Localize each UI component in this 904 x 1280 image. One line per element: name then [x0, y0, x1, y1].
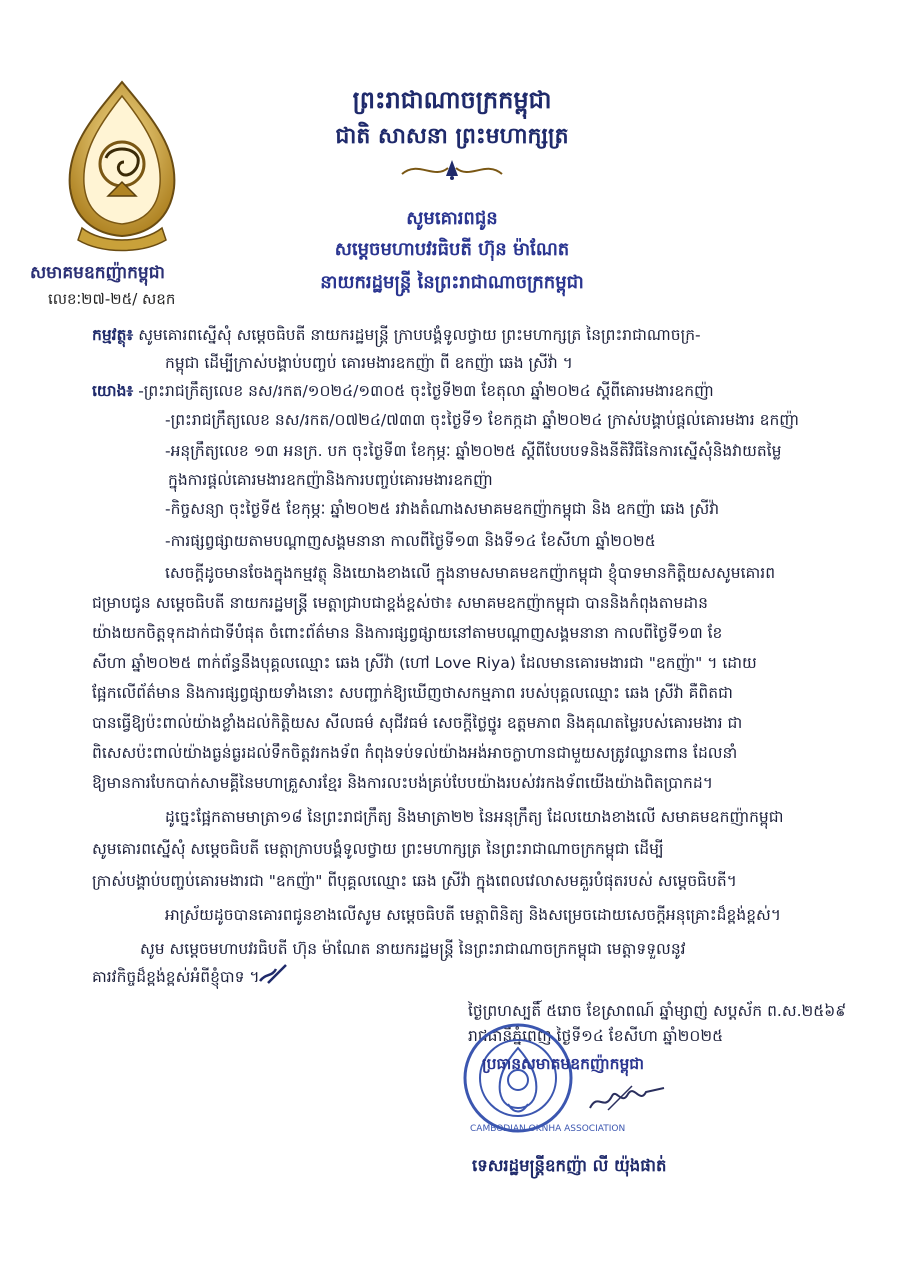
reference-item: -ការផ្សព្វផ្សាយតាមបណ្តាញសង្គមនានា កាលពីថ្ងៃទី១៣ និងទី១៤ ខែសីហា ឆ្នាំ២០២៥: [165, 532, 656, 550]
addressee-title: នាយករដ្ឋមន្ត្រី នៃព្រះរាជាណាចក្រកម្ពុជា: [320, 272, 584, 293]
body-line: ឱ្យមានការបែកបាក់សាមគ្គីនៃមហាគ្រួសារខ្មែរ និងការលះបង់គ្រប់បែបយ៉ាងរបស់វរកងទ័ពយើងយ៉ាងពិតប្រាកដ។: [92, 774, 713, 792]
signatory-title: ប្រធានសមាគមឧកញ៉ាកម្ពុជា: [482, 1055, 645, 1073]
national-motto: ជាតិ សាសនា ព្រះមហាក្សត្រ: [335, 124, 569, 149]
salutation: សូមគោរពជូន: [406, 208, 498, 229]
body-line: ពិសេសប៉ះពាល់យ៉ាងធ្ងន់ធ្ងរដល់ទឹកចិត្តវរកងទ័ព កំពុងទប់ទល់យ៉ាងអង់អាចក្លាហានជាមួយសត្រូវឈ្លានពាន ដែលនាំ: [92, 744, 738, 762]
seal-text: CAMBODIAN OKNHA ASSOCIATION: [470, 1124, 626, 1134]
lunar-date: ថ្ងៃព្រហស្បតិ៍ ៥រោច ខែស្រាពណ៍ ឆ្នាំម្សាញ់ សប្តស័ក ព.ស.២៥៦៩: [468, 1002, 847, 1020]
body-line: ផ្អែកលើព័ត៌មាន និងការផ្សព្វផ្សាយទាំងនោះ សបញ្ជាក់ឱ្យឃើញថាសកម្មភាព របស់បុគ្គលឈ្មោះ ឆេង ស្រីវ៉ា គឺពិតជា: [92, 684, 733, 702]
subject-label: កម្មវត្ថុ៖: [92, 326, 134, 344]
body-line: បានធ្វើឱ្យប៉ះពាល់យ៉ាងខ្លាំងដល់កិត្តិយស សីលធម៌ សុជីវធម៌ សេចក្តីថ្លៃថ្នូរ ឧត្តមភាព និងគុណតម្លៃរបស់គោរមងារ ជា: [92, 714, 743, 732]
body-line: ដូច្នេះផ្អែកតាមមាត្រា១៨ នៃព្រះរាជក្រឹត្យ និងមាត្រា២២ នៃអនុក្រឹត្យ ដែលយោងខាងលើ សមាគមឧកញ៉ាកម្ពុជា: [165, 808, 784, 826]
body-line: ជម្រាបជូន សម្តេចធិបតី នាយករដ្ឋមន្ត្រី មេត្តាជ្រាបជាខ្ពង់ខ្ពស់ថា៖ សមាគមឧកញ៉ាកម្ពុជា បាននិងកំពុងតាមដាន: [92, 594, 708, 612]
ornament-divider-icon: [398, 156, 506, 182]
handwritten-signature: [588, 1082, 666, 1114]
subject-line-1: [92, 324, 701, 346]
official-seal-stamp: [462, 1022, 574, 1134]
reference-item: ក្នុងការផ្តល់គោរមងារឧកញ៉ានិងការបញ្ចប់គោរមងារឧកញ៉ា: [168, 471, 493, 489]
signatory-name: ទេសរដ្ឋមន្ត្រីឧកញ៉ា លី យ៉ុងផាត់: [472, 1156, 667, 1175]
solar-date: រាជធានីភ្នំពេញ ថ្ងៃទី១៤ ខែសីហា ឆ្នាំ២០២៥: [468, 1027, 724, 1045]
subject-text-2: កម្ពុជា ដើម្បីក្រាស់បង្គាប់បញ្ចប់ គោរមងារឧកញ៉ា ពី ឧកញ៉ា ឆេង ស្រីវ៉ា ។: [165, 354, 573, 372]
body-line: សេចក្តីដូចមានចែងក្នុងកម្មវត្ថុ និងយោងខាងលើ ក្នុងនាមសមាគមឧកញ៉ាកម្ពុជា ខ្ញុំបាទមានកិត្តិយសសូមគោរព: [165, 564, 776, 582]
reference-item: -កិច្ចសន្យា ចុះថ្ងៃទី៥ ខែកុម្ភៈ ឆ្នាំ២០២៥ រវាងតំណាងសមាគមឧកញ៉ាកម្ពុជា និង ឧកញ៉ា ឆេង ស្រីវ៉ា: [165, 500, 720, 518]
body-line: អាស្រ័យដូចបានគោរពជូនខាងលើសូម សម្តេចធិបតី មេត្តាពិនិត្យ និងសម្រេចដោយសេចក្តីអនុគ្រោះដ៏ខ្ពង់ខ្ពស់។: [165, 906, 782, 924]
reference-item: -អនុក្រឹត្យលេខ ១៣ អនក្រ. បក ចុះថ្ងៃទី៣ ខែកុម្ភៈ ឆ្នាំ២០២៥ ស្តីពីបែបបទនិងនីតិវិធីនៃការស្នើសុំនិងវាយតម្លៃ: [165, 442, 782, 460]
reference-text: -ព្រះរាជក្រឹត្យលេខ នស/រកត/១០២៤/១៣០៥ ចុះថ្ងៃទី២៣ ខែតុលា ឆ្នាំ២០២៤ ស្តីពីគោរមងារឧកញ៉ា: [138, 382, 714, 400]
body-line: យ៉ាងយកចិត្តទុកដាក់ជាទីបំផុត ចំពោះព័ត៌មាន និងការផ្សព្វផ្សាយនៅតាមបណ្តាញសង្គមនានា កាលពីថ្ងៃទី១៣ ខែ: [92, 624, 723, 642]
association-name: សមាគមឧកញ៉ាកម្ពុជា: [30, 263, 165, 283]
kingdom-title: ព្រះរាជាណាចក្រកម្ពុជា: [352, 86, 552, 114]
body-line: សីហា ឆ្នាំ២០២៥ ពាក់ព័ន្ធនឹងបុគ្គលឈ្មោះ ឆេង ស្រីវ៉ា (ហៅ Love Riya) ដែលមានគោរមងារជា "ឧកញ៉ា" ។ ដោយ: [92, 654, 757, 672]
closing-line: គារវកិច្ចដ៏ខ្ពង់ខ្ពស់អំពីខ្ញុំបាទ ។: [92, 968, 260, 986]
body-line: សូមគោរពស្នើសុំ សម្តេចធិបតី មេត្តាក្រាបបង្គំទូលថ្វាយ ព្រះមហាក្សត្រ នៃព្រះរាជាណាចក្រកម្ពុជា ដើម្បី: [92, 840, 664, 858]
reference-item: -ព្រះរាជក្រឹត្យលេខ នស/រកត/០៧២៤/៧៣៣ ចុះថ្ងៃទី១ ខែកក្កដា ឆ្នាំ២០២៤ ក្រាស់បង្គាប់ផ្តល់គោរមងារ ឧកញ៉ា: [165, 411, 799, 429]
body-line: ក្រាស់បង្គាប់បញ្ចប់គោរមងារជា "ឧកញ៉ា" ពីបុគ្គលឈ្មោះ ឆេង ស្រីវ៉ា ក្នុងពេលវេលាសមគួរបំផុតរបស់ សម្តេចធិបតី។: [92, 872, 737, 890]
pen-mark-icon: [258, 963, 288, 985]
subject-text-1: សូមគោរពស្នើសុំ សម្តេចធិបតី នាយករដ្ឋមន្ត្រី ក្រាបបង្គំទូលថ្វាយ ព្រះមហាក្សត្រ នៃព្រះរាជាណាចក្រ-: [138, 326, 701, 344]
reference-item: [92, 380, 714, 402]
reference-label: យោង៖: [92, 382, 134, 400]
closing-line: សូម សម្តេចមហាបវរធិបតី ហ៊ុន ម៉ាណែត នាយករដ្ឋមន្ត្រី នៃព្រះរាជាណាចក្រកម្ពុជា មេត្តាទទួលនូវ: [140, 940, 686, 958]
reference-label: លេខៈ: [48, 290, 82, 308]
addressee-name: សម្តេចមហាបវរធិបតី ហ៊ុន ម៉ាណែត: [334, 239, 570, 260]
reference-value: ២៧-២៥/ សឧក: [81, 290, 176, 308]
